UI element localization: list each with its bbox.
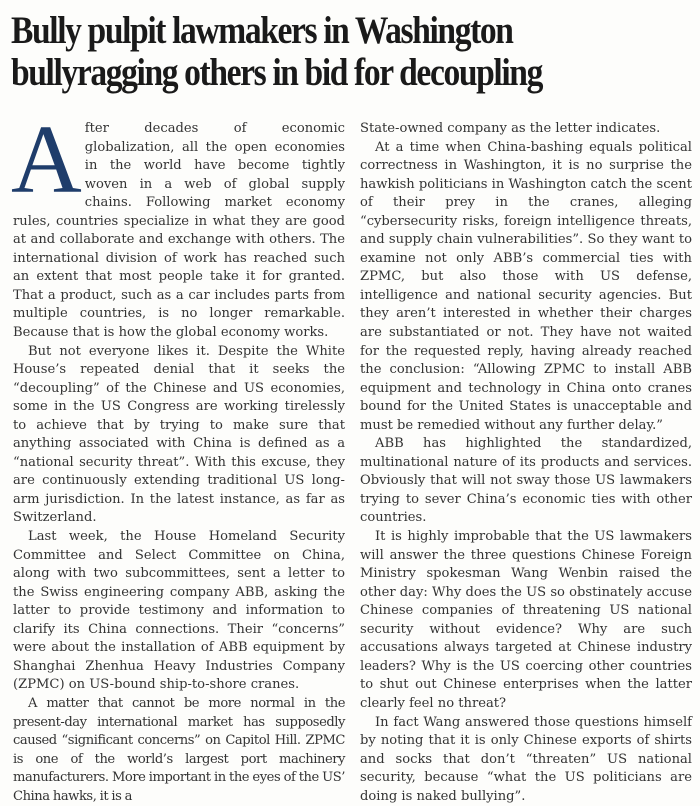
drop-cap: A	[11, 123, 82, 197]
paragraph-7: It is highly improbable that the US lawmakers will answer the three questions Chinese Foreign Ministry spokesman Wang Wenbin raised the other day: Why does the US so obstinately accuse Chinese companies of threatening US national security without evidence? Why are such accusations always targeted at Chinese industry leaders? Why is the US coercing other countries to shut out Chinese enterprises when the latter clearly feel no threat?	[360, 528, 692, 713]
paragraph-5: At a time when China-bashing equals political correctness in Washington, it is no surprise the hawkish politicians in Washington catch the scent of their prey in the cranes, alleging “cybersecurity risks, foreign intelligence threats, and supply chain vulnerabilities”. So they want to examine not only ABB’s commercial ties with ZPMC, but also those with US defense, intelligence and national security agencies. But they aren’t interested in whether their charges are substantiated or not. They have not waited for the requested reply, having already reached the conclusion: “Allowing ZPMC to install ABB equipment and technology in China onto cranes bound for the United States is unacceptable and must be remedied without any further delay.”	[360, 139, 692, 436]
headline-line-1: Bully pulpit lawmakers in Washington	[11, 9, 513, 52]
article-column-left	[13, 120, 345, 806]
paragraph-1-text: fter decades of economic globalization, all the open economies in the world have become tightly woven in a web of global supply chains. Following market economy rules, countries specialize in what they are good at and collaborate and exchange with others. The international division of work has reached such an extent that most people take it for granted. That a product, such as a car includes parts from multiple countries, is no longer remarkable. Because that is how the global economy works.	[13, 121, 345, 340]
paragraph-4-text: A matter that cannot be more normal in the present-day international market has supposedly caused “significant concerns” on Capitol Hill. ZPMC is one of the world’s largest port machinery manufacturers. More important in the eyes of the US’ China hawks, it is a	[13, 696, 345, 804]
article-column-right	[360, 120, 692, 806]
paragraph-8: In fact Wang answered those questions himself by noting that it is only Chinese exports of shirts and socks that don’t “threaten” US national security, because “what the US politicians are doing is naked bullying”.	[360, 714, 692, 806]
headline	[11, 10, 596, 94]
paragraph-2: But not everyone likes it. Despite the White House’s repeated denial that it seeks the “decoupling” of the Chinese and US economies, some in the US Congress are working tirelessly to achieve that by trying to make sure that anything associated with China is defined as a “national security threat”. With this excuse, they are continuously extending traditional US long-arm jurisdiction. In the latest instance, as far as Switzerland.	[13, 343, 345, 528]
paragraph-4	[13, 695, 345, 806]
paragraph-3: Last week, the House Homeland Security Committee and Select Committee on China, along with two subcommittees, sent a letter to the Swiss engineering company ABB, asking the latter to provide testimony and information to clarify its China connections. Their “concerns” were about the installation of ABB equipment by Shanghai Zhenhua Heavy Industries Company (ZPMC) on US-bound ship-to-shore cranes.	[13, 528, 345, 695]
paragraph-1	[13, 120, 345, 343]
headline-line-2: bullyragging others in bid for decoupling	[11, 51, 542, 94]
paragraph-4-continued: State-owned company as the letter indicates.	[360, 120, 692, 139]
paragraph-6: ABB has highlighted the standardized, multinational nature of its products and services. Obviously that will not sway those US lawmakers trying to sever China’s economic ties with other countries.	[360, 435, 692, 528]
